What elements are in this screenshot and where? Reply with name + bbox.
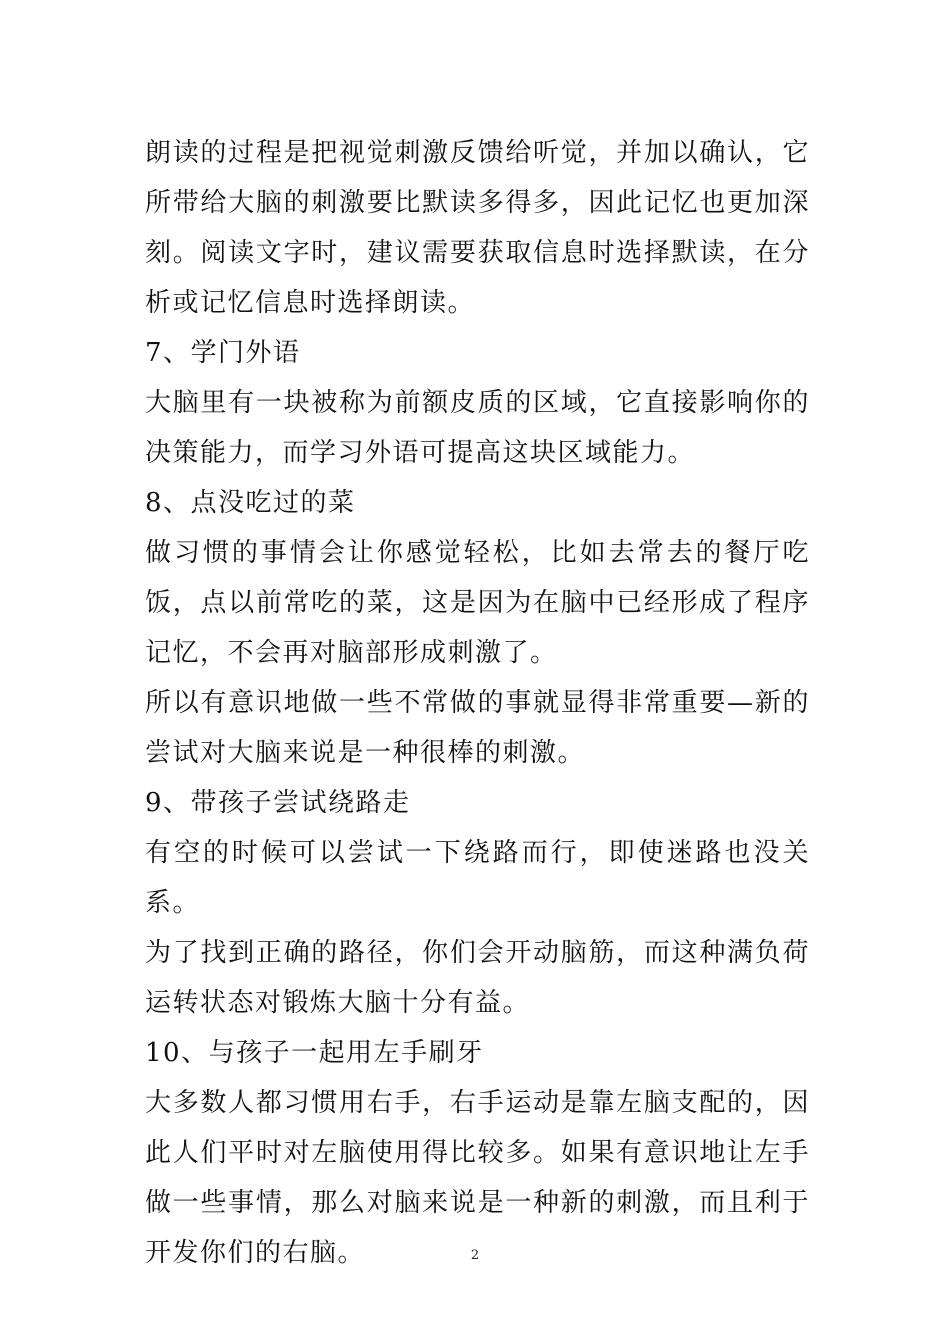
- heading-new-dish: 8、点没吃过的菜: [145, 488, 356, 518]
- heading-foreign-language: 7、学门外语: [145, 338, 301, 368]
- page-number: 2: [470, 1248, 480, 1263]
- paragraph-reading-aloud: 朗读的过程是把视觉刺激反馈给听觉，并加以确认，它所带给大脑的刺激要比默读多得多，因此记忆也更加深刻。阅读文字时，建议需要获取信息时选择默读，在分析或记忆信息时选择朗读。: [145, 138, 810, 318]
- paragraph-new-dish: 做习惯的事情会让你感觉轻松，比如去常去的餐厅吃饭，点以前常吃的菜，这是因为在脑中已经形成了程序记忆，不会再对脑部形成刺激了。: [145, 538, 810, 668]
- heading-left-hand: 10、与孩子一起用左手刷牙: [145, 1038, 484, 1068]
- heading-detour: 9、带孩子尝试绕路走: [145, 788, 411, 818]
- paragraph-new-attempts: 所以有意识地做一些不常做的事就显得非常重要—新的尝试对大脑来说是一种很棒的刺激。: [145, 688, 810, 768]
- paragraph-detour: 有空的时候可以尝试一下绕路而行，即使迷路也没关系。: [145, 838, 810, 918]
- paragraph-detour-benefit: 为了找到正确的路径，你们会开动脑筋，而这种满负荷运转状态对锻炼大脑十分有益。: [145, 938, 810, 1018]
- paragraph-foreign-language: 大脑里有一块被称为前额皮质的区域，它直接影响你的决策能力，而学习外语可提高这块区域能力。: [145, 388, 810, 468]
- document-body: [145, 128, 810, 1278]
- paragraph-left-hand: 大多数人都习惯用右手，右手运动是靠左脑支配的，因此人们平时对左脑使用得比较多。如果有意识地让左手做一些事情，那么对脑来说是一种新的刺激，而且利于开发你们的右脑。: [145, 1088, 810, 1268]
